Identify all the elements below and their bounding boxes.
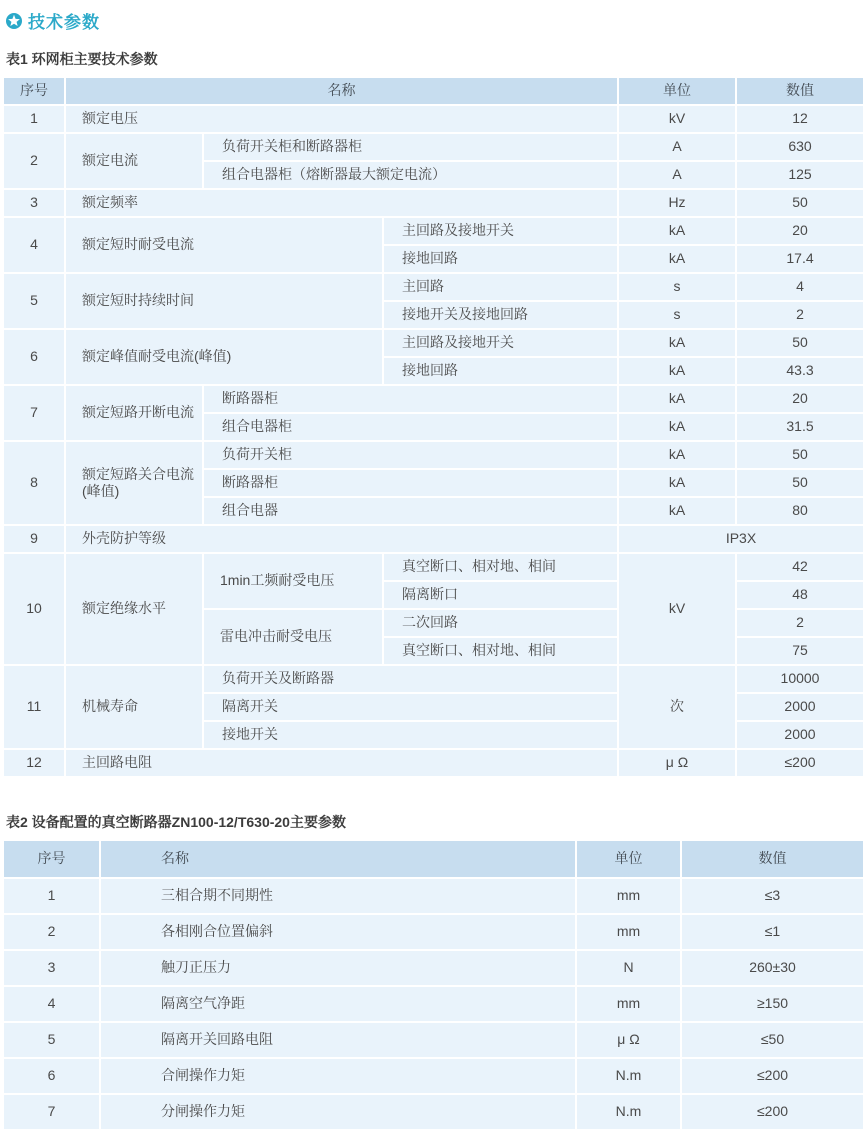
cell-unit: kA: [619, 330, 735, 356]
cell-sub: 接地开关: [204, 722, 617, 748]
cell-no: 10: [4, 554, 64, 664]
cell-value: 630: [737, 134, 863, 160]
cell-unit: N.m: [577, 1095, 680, 1129]
cell-sub: 负荷开关及断路器: [204, 666, 617, 692]
cell-unit: s: [619, 274, 735, 300]
cell-value: IP3X: [619, 526, 863, 552]
cell-value: ≥150: [682, 987, 863, 1021]
column-header-no: 序号: [4, 841, 99, 877]
cell-unit: N.m: [577, 1059, 680, 1093]
section-title-row: [2, 6, 865, 39]
cell-value: 75: [737, 638, 863, 664]
cell-value: 260±30: [682, 951, 863, 985]
table-row: [4, 442, 863, 468]
cell-unit: kV: [619, 106, 735, 132]
page-title: 技术参数: [28, 13, 100, 32]
table2: [2, 839, 865, 1131]
table-row: [4, 666, 863, 692]
cell-unit: mm: [577, 879, 680, 913]
cell-unit: 次: [619, 666, 735, 748]
cell-sub: 接地回路: [384, 246, 617, 272]
column-header-unit: 单位: [577, 841, 680, 877]
cell-unit: N: [577, 951, 680, 985]
cell-no: 11: [4, 666, 64, 748]
cell-unit: kA: [619, 442, 735, 468]
cell-unit: μ Ω: [619, 750, 735, 776]
cell-name: 额定绝缘水平: [66, 554, 202, 664]
cell-value: ≤200: [737, 750, 863, 776]
cell-name: 分闸操作力矩: [101, 1095, 575, 1129]
cell-sub: 负荷开关柜: [204, 442, 617, 468]
cell-unit: kA: [619, 218, 735, 244]
cell-no: 4: [4, 987, 99, 1021]
cell-unit: μ Ω: [577, 1023, 680, 1057]
cell-value: ≤50: [682, 1023, 863, 1057]
cell-unit: kA: [619, 386, 735, 412]
cell-no: 8: [4, 442, 64, 524]
cell-sub: 主回路及接地开关: [384, 218, 617, 244]
table-row: [4, 1059, 863, 1093]
cell-sub: 二次回路: [384, 610, 617, 636]
cell-unit: A: [619, 134, 735, 160]
cell-unit: A: [619, 162, 735, 188]
column-header-value: 数值: [682, 841, 863, 877]
cell-unit: mm: [577, 915, 680, 949]
cell-sub: 组合电器柜（熔断器最大额定电流）: [204, 162, 617, 188]
cell-unit: kA: [619, 470, 735, 496]
cell-no: 6: [4, 330, 64, 384]
cell-unit: kA: [619, 498, 735, 524]
cell-unit: kA: [619, 414, 735, 440]
cell-sub: 主回路: [384, 274, 617, 300]
cell-name: 额定短时耐受电流: [66, 218, 382, 272]
cell-no: 6: [4, 1059, 99, 1093]
cell-unit: s: [619, 302, 735, 328]
cell-value: 2: [737, 610, 863, 636]
cell-sub: 负荷开关柜和断路器柜: [204, 134, 617, 160]
cell-sub: 组合电器: [204, 498, 617, 524]
cell-sub: 真空断口、相对地、相间: [384, 554, 617, 580]
cell-name: 三相合期不同期性: [101, 879, 575, 913]
cell-name: 额定电压: [66, 106, 617, 132]
table-row: [4, 330, 863, 356]
cell-name: 额定短时持续时间: [66, 274, 382, 328]
cell-no: 5: [4, 1023, 99, 1057]
table-row: [4, 1095, 863, 1129]
cell-value: 2000: [737, 722, 863, 748]
table-row: [4, 190, 863, 216]
cell-sub: 断路器柜: [204, 470, 617, 496]
cell-value: ≤200: [682, 1095, 863, 1129]
cell-no: 9: [4, 526, 64, 552]
cell-value: 50: [737, 470, 863, 496]
cell-value: 20: [737, 218, 863, 244]
cell-no: 7: [4, 1095, 99, 1129]
column-header-unit: 单位: [619, 78, 735, 104]
cell-value: 50: [737, 330, 863, 356]
table-row: [4, 134, 863, 160]
cell-sub: 接地开关及接地回路: [384, 302, 617, 328]
cell-no: 3: [4, 951, 99, 985]
table-row: [4, 1023, 863, 1057]
table-row: [4, 554, 863, 580]
table-row: [4, 915, 863, 949]
cell-name: 触刀正压力: [101, 951, 575, 985]
table-row: [4, 879, 863, 913]
table2-caption: 表2 设备配置的真空断路器ZN100-12/T630-20主要参数: [6, 814, 346, 830]
cell-no: 1: [4, 879, 99, 913]
cell-no: 2: [4, 134, 64, 188]
cell-name: 额定短路关合电流(峰值): [66, 442, 202, 524]
cell-unit: mm: [577, 987, 680, 1021]
cell-name: 额定频率: [66, 190, 617, 216]
table-row: [4, 951, 863, 985]
cell-name: 主回路电阻: [66, 750, 617, 776]
cell-value: 31.5: [737, 414, 863, 440]
table1-header-row: [4, 78, 863, 104]
column-header-name: 名称: [101, 841, 575, 877]
cell-name: 合闸操作力矩: [101, 1059, 575, 1093]
cell-subgroup: 1min工频耐受电压: [204, 554, 382, 608]
cell-value: 10000: [737, 666, 863, 692]
column-header-value: 数值: [737, 78, 863, 104]
cell-value: ≤1: [682, 915, 863, 949]
cell-name: 额定峰值耐受电流(峰值): [66, 330, 382, 384]
table-row: [4, 526, 863, 552]
table-row: [4, 106, 863, 132]
cell-value: 2: [737, 302, 863, 328]
table-row: [4, 274, 863, 300]
column-header-name: 名称: [66, 78, 617, 104]
cell-no: 2: [4, 915, 99, 949]
cell-value: 80: [737, 498, 863, 524]
cell-value: 4: [737, 274, 863, 300]
cell-sub: 组合电器柜: [204, 414, 617, 440]
table1-caption: 表1 环网柜主要技术参数: [6, 51, 158, 67]
cell-name: 隔离空气净距: [101, 987, 575, 1021]
cell-no: 4: [4, 218, 64, 272]
cell-sub: 主回路及接地开关: [384, 330, 617, 356]
cell-no: 1: [4, 106, 64, 132]
cell-name: 外壳防护等级: [66, 526, 617, 552]
cell-sub: 接地回路: [384, 358, 617, 384]
cell-value: ≤200: [682, 1059, 863, 1093]
cell-value: 20: [737, 386, 863, 412]
cell-unit: kV: [619, 554, 735, 664]
cell-value: 12: [737, 106, 863, 132]
cell-name: 额定电流: [66, 134, 202, 188]
cell-sub: 真空断口、相对地、相间: [384, 638, 617, 664]
cell-value: 43.3: [737, 358, 863, 384]
cell-name: 机械寿命: [66, 666, 202, 748]
cell-value: 125: [737, 162, 863, 188]
cell-value: 50: [737, 442, 863, 468]
column-header-no: 序号: [4, 78, 64, 104]
cell-no: 7: [4, 386, 64, 440]
cell-name: 隔离开关回路电阻: [101, 1023, 575, 1057]
table-row: [4, 987, 863, 1021]
cell-unit: kA: [619, 358, 735, 384]
cell-value: 50: [737, 190, 863, 216]
cell-value: 2000: [737, 694, 863, 720]
table-row: [4, 386, 863, 412]
table2-header-row: [4, 841, 863, 877]
star-circle-icon: [6, 13, 22, 29]
cell-no: 12: [4, 750, 64, 776]
table-row: [4, 750, 863, 776]
cell-unit: Hz: [619, 190, 735, 216]
cell-sub: 隔离开关: [204, 694, 617, 720]
cell-name: 各相刚合位置偏斜: [101, 915, 575, 949]
cell-no: 5: [4, 274, 64, 328]
cell-sub: 断路器柜: [204, 386, 617, 412]
cell-name: 额定短路开断电流: [66, 386, 202, 440]
cell-value: 17.4: [737, 246, 863, 272]
table-row: [4, 218, 863, 244]
cell-value: 42: [737, 554, 863, 580]
cell-no: 3: [4, 190, 64, 216]
cell-subgroup: 雷电冲击耐受电压: [204, 610, 382, 664]
cell-value: 48: [737, 582, 863, 608]
cell-value: ≤3: [682, 879, 863, 913]
table1: [2, 76, 865, 778]
cell-sub: 隔离断口: [384, 582, 617, 608]
cell-unit: kA: [619, 246, 735, 272]
